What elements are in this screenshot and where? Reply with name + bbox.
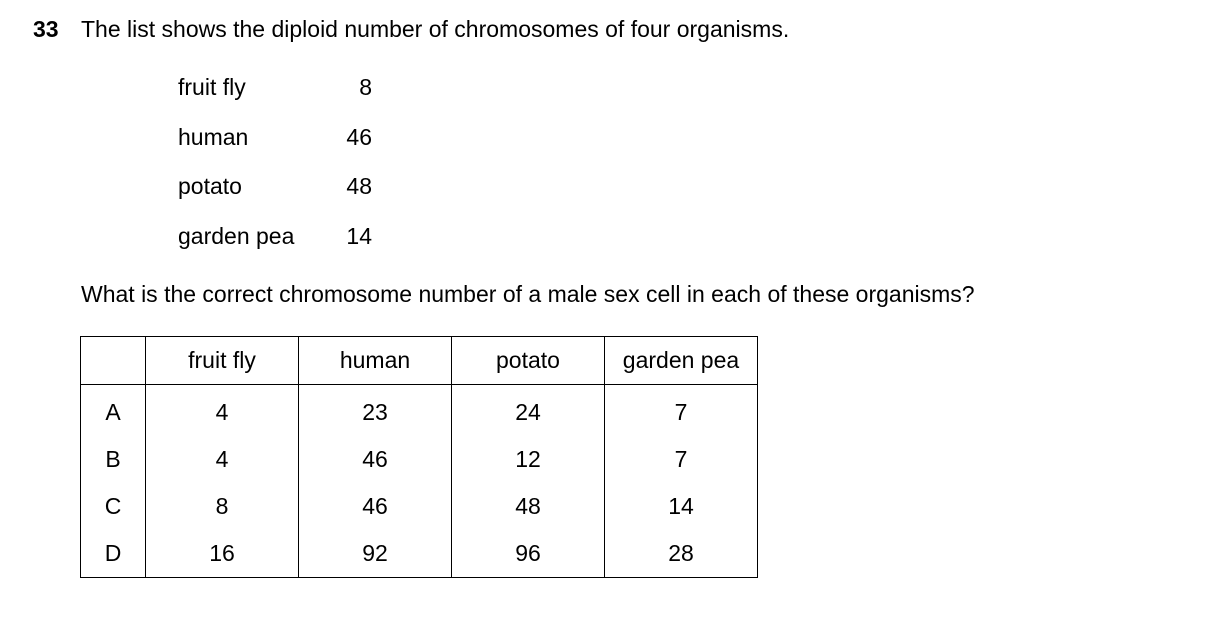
organism-name: garden pea [178, 223, 295, 249]
diploid-number: 8 [359, 74, 372, 100]
question-stem: The list shows the diploid number of chromosomes of four organisms. [81, 16, 790, 42]
table-cell: 7 [605, 385, 758, 437]
table-cell: 4 [146, 436, 299, 483]
column-header-garden-pea: garden pea [605, 337, 758, 385]
table-cell: 14 [605, 483, 758, 530]
table-cell: 28 [605, 530, 758, 578]
table-cell: 7 [605, 436, 758, 483]
diploid-number: 14 [346, 223, 372, 249]
table-cell: 96 [452, 530, 605, 578]
list-item [178, 172, 378, 200]
column-header-blank [81, 337, 146, 385]
list-item [178, 73, 378, 101]
diploid-number: 46 [346, 124, 372, 150]
option-letter[interactable]: C [81, 483, 146, 530]
option-letter[interactable]: A [81, 385, 146, 437]
option-row-b[interactable] [81, 436, 758, 483]
organism-name: human [178, 124, 249, 150]
option-letter[interactable]: B [81, 436, 146, 483]
table-cell: 24 [452, 385, 605, 437]
table-cell: 23 [299, 385, 452, 437]
option-row-c[interactable] [81, 483, 758, 530]
organism-name: potato [178, 173, 242, 199]
diploid-number: 48 [346, 173, 372, 199]
option-row-a[interactable] [81, 385, 758, 437]
table-cell: 46 [299, 436, 452, 483]
column-header-human: human [299, 337, 452, 385]
answer-options-table [80, 336, 758, 578]
table-cell: 92 [299, 530, 452, 578]
column-header-fruit-fly: fruit fly [146, 337, 299, 385]
table-cell: 46 [299, 483, 452, 530]
question-number: 33 [33, 16, 59, 42]
table-cell: 12 [452, 436, 605, 483]
option-row-d[interactable] [81, 530, 758, 578]
table-cell: 48 [452, 483, 605, 530]
option-letter[interactable]: D [81, 530, 146, 578]
table-header-row [81, 337, 758, 385]
table-cell: 4 [146, 385, 299, 437]
organism-name: fruit fly [178, 74, 246, 100]
table-cell: 8 [146, 483, 299, 530]
table-cell: 16 [146, 530, 299, 578]
question-prompt: What is the correct chromosome number of a male sex cell in each of these organisms? [81, 281, 975, 307]
list-item [178, 222, 378, 250]
column-header-potato: potato [452, 337, 605, 385]
list-item [178, 123, 378, 151]
